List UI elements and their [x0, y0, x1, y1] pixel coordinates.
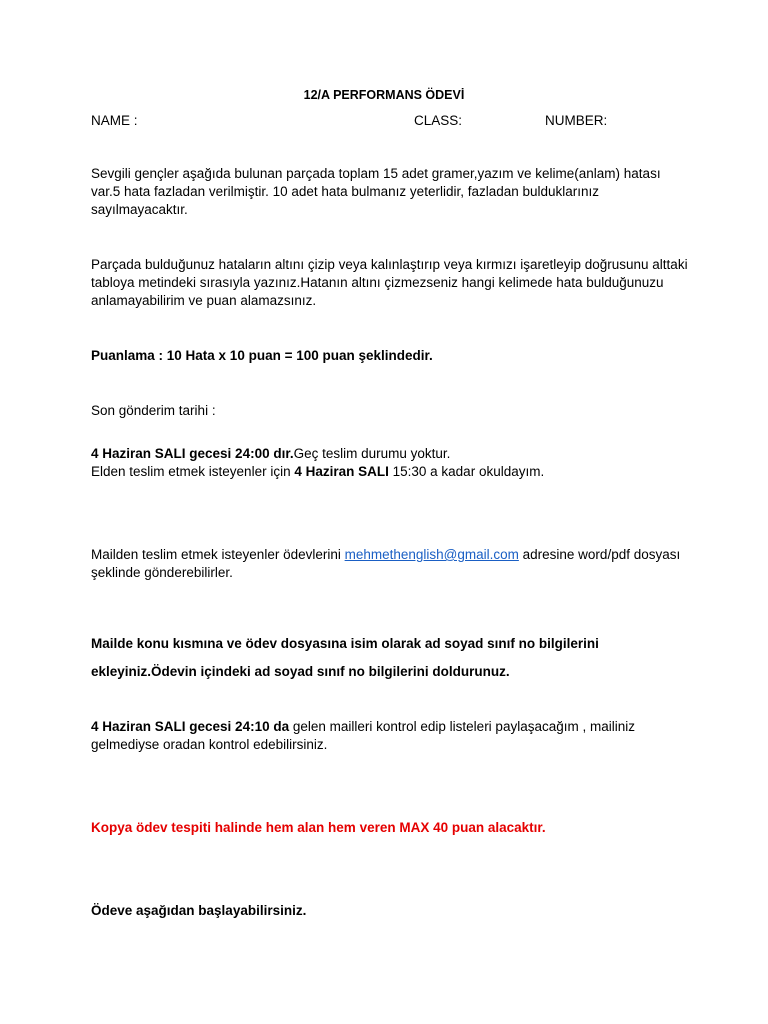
- mail-paragraph: [91, 546, 691, 582]
- hand-in-suffix: 15:30 a kadar okuldayım.: [388, 464, 545, 479]
- class-label: CLASS:: [414, 113, 463, 128]
- check-note: gelen mailleri kontrol edip listeleri paylaşacağım , mailiniz gelmediyse oradan kontrol edebilirsiniz.: [91, 719, 635, 752]
- mail-prefix: Mailden teslim etmek isteyenler ödevlerini: [91, 547, 345, 562]
- subject-line-2: ekleyiniz.Ödevin içindeki ad soyad sınıf no bilgilerini doldurunuz.: [91, 664, 510, 679]
- deadline-label: Son gönderim tarihi :: [91, 403, 216, 418]
- mail-suffix: adresine word/pdf dosyası şeklinde gönderebilirler.: [91, 547, 681, 580]
- check-date: 4 Haziran SALI gecesi 24:10 da: [91, 719, 290, 734]
- deadline-line: [91, 445, 691, 463]
- email-link[interactable]: mehmethenglish@gmail.com: [344, 547, 519, 562]
- start-line: Ödeve aşağıdan başlayabilirsiniz.: [91, 903, 307, 918]
- subject-line-1: Mailde konu kısmına ve ödev dosyasına isim olarak ad soyad sınıf no bilgilerini: [91, 636, 599, 651]
- instructions-paragraph: Parçada bulduğunuz hataların altını çizip veya kalınlaştırıp veya kırmızı işaretleyip doğrusunu alttaki tabloya metindeki sırasıyla yazınız.Hatanın altını çizmezseniz hangi kelimede hata bulduğunuzu anlamayabilirim ve puan alamazsınız.: [91, 257, 688, 308]
- hand-in-prefix: Elden teslim etmek isteyenler için: [91, 464, 295, 479]
- intro-paragraph: Sevgili gençler aşağıda bulunan parçada toplam 15 adet gramer,yazım ve kelime(anlam) hatası var.5 hata fazladan verilmiştir. 10 adet hata bulmanız yeterlidir, fazladan bulduklarınız sayılmayacaktır.: [91, 166, 661, 217]
- number-label: NUMBER:: [545, 113, 608, 128]
- name-label: NAME :: [91, 113, 138, 128]
- copy-warning: Kopya ödev tespiti halinde hem alan hem veren MAX 40 puan alacaktır.: [91, 820, 546, 835]
- document-title: 12/A PERFORMANS ÖDEVİ: [303, 88, 465, 102]
- student-info-fields: [91, 112, 691, 132]
- deadline-note: Geç teslim durumu yoktur.: [293, 446, 451, 461]
- check-paragraph: [91, 718, 691, 754]
- deadline-date: 4 Haziran SALI gecesi 24:00 dır.: [91, 446, 294, 461]
- hand-in-date: 4 Haziran SALI: [294, 464, 389, 479]
- scoring-line: Puanlama : 10 Hata x 10 puan = 100 puan şeklindedir.: [91, 348, 433, 363]
- hand-in-line: [91, 463, 691, 481]
